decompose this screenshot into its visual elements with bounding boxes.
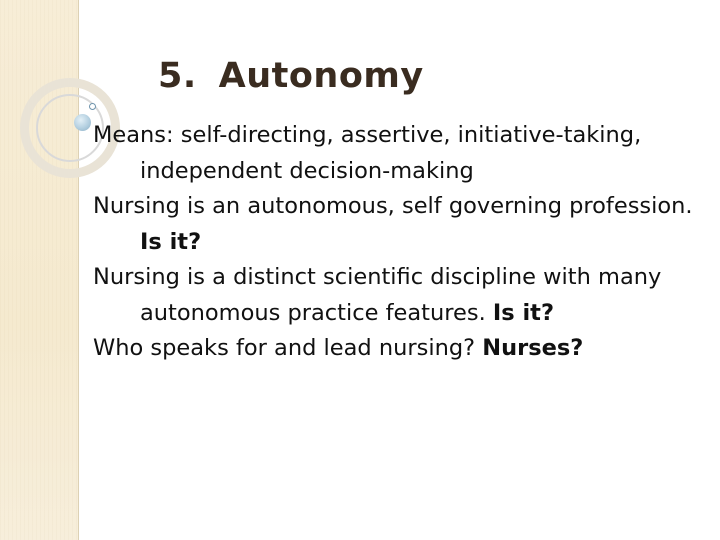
question-emphasis: Nurses? [482,335,584,361]
paragraph-line: Means: self-directing, assertive, initiative-taking, [93,122,642,148]
question-emphasis: Is it? [492,299,554,326]
slide-body [93,118,713,367]
paragraph-text: autonomous practice features. [140,299,486,326]
paragraph-line [93,331,713,367]
title-text: Autonomy [218,56,424,96]
paragraph-text: Who speaks for and lead nursing? [93,335,476,361]
paragraph-line: Nursing is an autonomous, self governing profession. [93,193,693,219]
question-emphasis: Is it? [140,228,202,255]
paragraph-who-speaks [93,331,713,367]
paragraph-line: Nursing is a distinct scientific discipline with many [93,264,662,290]
decorative-small-dot-icon [89,103,96,110]
slide-title [158,56,424,96]
paragraph-line [93,225,713,261]
paragraph-line: independent decision-making [140,157,474,184]
paragraph-line [93,296,713,332]
title-number: 5. [158,56,197,96]
paragraph-scientific-discipline [93,260,713,331]
decorative-dot-icon [74,114,91,131]
paragraph-means [93,118,713,189]
paragraph-autonomous-profession [93,189,713,260]
